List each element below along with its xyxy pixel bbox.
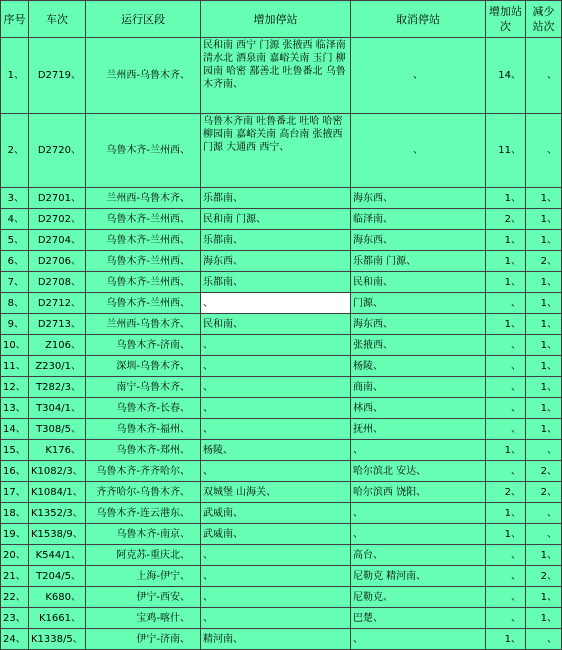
cell-cancelled-stations: 、 <box>351 629 486 650</box>
cell-reduced-count: 1、 <box>526 230 562 251</box>
cell-cancelled-stations: 高台、 <box>351 545 486 566</box>
cell-train: T308/5、 <box>29 419 86 440</box>
cell-added-count: 1、 <box>486 503 526 524</box>
cell-no: 2、 <box>1 114 29 188</box>
cell-train: D2719、 <box>29 38 86 114</box>
table-row <box>1 398 562 419</box>
cell-train: D2708、 <box>29 272 86 293</box>
cell-cancelled-stations: 海东西、 <box>351 230 486 251</box>
cell-reduced-count: 1、 <box>526 377 562 398</box>
cell-cancelled-stations: 尼勒克 精河南、 <box>351 566 486 587</box>
cell-no: 22、 <box>1 587 29 608</box>
cell-added-count: 、 <box>486 419 526 440</box>
cell-section: 乌鲁木齐-齐齐哈尔、 <box>86 461 201 482</box>
cell-added-count: 、 <box>486 461 526 482</box>
cell-train: Z106、 <box>29 335 86 356</box>
cell-no: 19、 <box>1 524 29 545</box>
cell-reduced-count: 1、 <box>526 293 562 314</box>
cell-cancelled-stations: 临泽南、 <box>351 209 486 230</box>
cell-no: 4、 <box>1 209 29 230</box>
table-row <box>1 114 562 188</box>
cell-train: K1661、 <box>29 608 86 629</box>
cell-reduced-count: 、 <box>526 524 562 545</box>
cell-added-count: 、 <box>486 566 526 587</box>
table-row <box>1 335 562 356</box>
table-row <box>1 293 562 314</box>
cell-added-stations: 、 <box>201 545 351 566</box>
table-row <box>1 566 562 587</box>
cell-no: 17、 <box>1 482 29 503</box>
cell-train: K1082/3、 <box>29 461 86 482</box>
cell-train: T204/5、 <box>29 566 86 587</box>
header-row <box>1 1 562 38</box>
cell-section: 乌鲁木齐-兰州西、 <box>86 114 201 188</box>
cell-added-count: 、 <box>486 398 526 419</box>
cell-added-stations: 、 <box>201 398 351 419</box>
header-added-count: 增加站次 <box>486 1 526 38</box>
cell-section: 宝鸡-喀什、 <box>86 608 201 629</box>
cell-section: 乌鲁木齐-兰州西、 <box>86 293 201 314</box>
cell-train: D2701、 <box>29 188 86 209</box>
cell-reduced-count: 、 <box>526 114 562 188</box>
cell-added-count: 、 <box>486 335 526 356</box>
cell-added-stations: 民和南 西宁 门源 张掖西 临泽南 清水北 酒泉南 嘉峪关南 玉门 柳园南 哈密 鄯善北 吐鲁番北 乌鲁木齐南、 <box>201 38 351 114</box>
cell-no: 21、 <box>1 566 29 587</box>
cell-added-count: 1、 <box>486 629 526 650</box>
cell-cancelled-stations: 、 <box>351 38 486 114</box>
table-row <box>1 503 562 524</box>
cell-added-stations: 、 <box>201 356 351 377</box>
cell-reduced-count: 、 <box>526 629 562 650</box>
table-row <box>1 230 562 251</box>
table-row <box>1 440 562 461</box>
cell-added-count: 2、 <box>486 482 526 503</box>
cell-no: 5、 <box>1 230 29 251</box>
cell-no: 6、 <box>1 251 29 272</box>
cell-reduced-count: 、 <box>526 503 562 524</box>
cell-train: D2712、 <box>29 293 86 314</box>
cell-added-stations: 、 <box>201 293 351 314</box>
cell-no: 20、 <box>1 545 29 566</box>
cell-section: 伊宁-济南、 <box>86 629 201 650</box>
cell-added-stations: 、 <box>201 377 351 398</box>
cell-added-stations: 、 <box>201 335 351 356</box>
cell-reduced-count: 、 <box>526 440 562 461</box>
cell-cancelled-stations: 商南、 <box>351 377 486 398</box>
cell-no: 7、 <box>1 272 29 293</box>
cell-added-stations: 、 <box>201 566 351 587</box>
cell-reduced-count: 1、 <box>526 608 562 629</box>
cell-no: 15、 <box>1 440 29 461</box>
cell-added-stations: 乐都南、 <box>201 188 351 209</box>
cell-train: K680、 <box>29 587 86 608</box>
cell-added-stations: 双城堡 山海关、 <box>201 482 351 503</box>
cell-section: 乌鲁木齐-福州、 <box>86 419 201 440</box>
cell-reduced-count: 1、 <box>526 398 562 419</box>
header-added-stations: 增加停站 <box>201 1 351 38</box>
cell-cancelled-stations: 哈尔滨西 饶阳、 <box>351 482 486 503</box>
cell-train: T304/1、 <box>29 398 86 419</box>
table-row <box>1 587 562 608</box>
cell-train: K544/1、 <box>29 545 86 566</box>
cell-section: 乌鲁木齐-济南、 <box>86 335 201 356</box>
table-row <box>1 188 562 209</box>
table-row <box>1 377 562 398</box>
cell-cancelled-stations: 海东西、 <box>351 188 486 209</box>
cell-reduced-count: 1、 <box>526 356 562 377</box>
cell-added-stations: 、 <box>201 461 351 482</box>
cell-train: K176、 <box>29 440 86 461</box>
cell-section: 乌鲁木齐-长春、 <box>86 398 201 419</box>
cell-reduced-count: 1、 <box>526 587 562 608</box>
cell-train: Z230/1、 <box>29 356 86 377</box>
table-row <box>1 251 562 272</box>
cell-added-count: 1、 <box>486 230 526 251</box>
cell-train: D2713、 <box>29 314 86 335</box>
cell-added-count: 1、 <box>486 440 526 461</box>
cell-cancelled-stations: 、 <box>351 114 486 188</box>
cell-cancelled-stations: 民和南、 <box>351 272 486 293</box>
cell-no: 10、 <box>1 335 29 356</box>
cell-added-stations: 民和南 门源、 <box>201 209 351 230</box>
cell-reduced-count: 2、 <box>526 251 562 272</box>
table-row <box>1 314 562 335</box>
cell-added-stations: 乌鲁木齐南 吐鲁番北 吐哈 哈密 柳园南 嘉峪关南 高台南 张掖西 门源 大通西 西宁、 <box>201 114 351 188</box>
cell-added-count: 2、 <box>486 209 526 230</box>
table-row <box>1 419 562 440</box>
cell-section: 乌鲁木齐-连云港东、 <box>86 503 201 524</box>
table-row <box>1 356 562 377</box>
cell-section: 乌鲁木齐-兰州西、 <box>86 209 201 230</box>
cell-no: 12、 <box>1 377 29 398</box>
cell-added-count: 、 <box>486 608 526 629</box>
table-row <box>1 38 562 114</box>
cell-train: T282/3、 <box>29 377 86 398</box>
cell-reduced-count: 1、 <box>526 335 562 356</box>
cell-section: 乌鲁木齐-南京、 <box>86 524 201 545</box>
cell-added-stations: 武威南、 <box>201 503 351 524</box>
cell-train: D2720、 <box>29 114 86 188</box>
cell-section: 乌鲁木齐-郑州、 <box>86 440 201 461</box>
cell-added-stations: 乐都南、 <box>201 272 351 293</box>
cell-train: D2704、 <box>29 230 86 251</box>
table-row <box>1 482 562 503</box>
cell-reduced-count: 1、 <box>526 314 562 335</box>
cell-cancelled-stations: 、 <box>351 440 486 461</box>
cell-added-count: 、 <box>486 545 526 566</box>
cell-section: 乌鲁木齐-兰州西、 <box>86 230 201 251</box>
header-no: 序号 <box>1 1 29 38</box>
cell-cancelled-stations: 杨陵、 <box>351 356 486 377</box>
cell-added-count: 、 <box>486 293 526 314</box>
cell-train: K1084/1、 <box>29 482 86 503</box>
cell-added-count: 1、 <box>486 251 526 272</box>
cell-no: 16、 <box>1 461 29 482</box>
cell-section: 兰州西-乌鲁木齐、 <box>86 38 201 114</box>
cell-no: 3、 <box>1 188 29 209</box>
cell-no: 9、 <box>1 314 29 335</box>
cell-added-stations: 乐都南、 <box>201 230 351 251</box>
cell-added-stations: 、 <box>201 608 351 629</box>
cell-train: D2702、 <box>29 209 86 230</box>
cell-section: 齐齐哈尔-乌鲁木齐、 <box>86 482 201 503</box>
cell-train: D2706、 <box>29 251 86 272</box>
cell-reduced-count: 、 <box>526 38 562 114</box>
cell-reduced-count: 2、 <box>526 482 562 503</box>
cell-no: 24、 <box>1 629 29 650</box>
table-row <box>1 272 562 293</box>
cell-added-stations: 武威南、 <box>201 524 351 545</box>
cell-reduced-count: 1、 <box>526 272 562 293</box>
cell-added-stations: 杨陵、 <box>201 440 351 461</box>
cell-reduced-count: 1、 <box>526 419 562 440</box>
cell-cancelled-stations: 海东西、 <box>351 314 486 335</box>
cell-added-count: 11、 <box>486 114 526 188</box>
table-row <box>1 629 562 650</box>
cell-cancelled-stations: 张掖西、 <box>351 335 486 356</box>
cell-section: 乌鲁木齐-兰州西、 <box>86 251 201 272</box>
cell-train: K1538/9、 <box>29 524 86 545</box>
cell-added-count: 1、 <box>486 314 526 335</box>
cell-no: 14、 <box>1 419 29 440</box>
cell-added-count: 、 <box>486 377 526 398</box>
cell-reduced-count: 2、 <box>526 566 562 587</box>
cell-no: 23、 <box>1 608 29 629</box>
cell-reduced-count: 1、 <box>526 209 562 230</box>
table-row <box>1 524 562 545</box>
cell-section: 乌鲁木齐-兰州西、 <box>86 272 201 293</box>
header-cancelled-stations: 取消停站 <box>351 1 486 38</box>
cell-reduced-count: 1、 <box>526 545 562 566</box>
cell-added-stations: 精河南、 <box>201 629 351 650</box>
cell-no: 8、 <box>1 293 29 314</box>
cell-no: 1、 <box>1 38 29 114</box>
header-section: 运行区段 <box>86 1 201 38</box>
cell-cancelled-stations: 抚州、 <box>351 419 486 440</box>
cell-section: 阿克苏-重庆北、 <box>86 545 201 566</box>
cell-no: 11、 <box>1 356 29 377</box>
cell-cancelled-stations: 门源、 <box>351 293 486 314</box>
cell-reduced-count: 1、 <box>526 188 562 209</box>
cell-added-stations: 、 <box>201 587 351 608</box>
cell-no: 13、 <box>1 398 29 419</box>
cell-added-count: 、 <box>486 356 526 377</box>
cell-cancelled-stations: 巴楚、 <box>351 608 486 629</box>
cell-added-count: 1、 <box>486 524 526 545</box>
table-row <box>1 608 562 629</box>
cell-section: 南宁-乌鲁木齐、 <box>86 377 201 398</box>
cell-cancelled-stations: 、 <box>351 503 486 524</box>
table-body <box>1 38 562 650</box>
cell-added-count: 1、 <box>486 272 526 293</box>
cell-added-count: 1、 <box>486 188 526 209</box>
cell-added-stations: 、 <box>201 419 351 440</box>
cell-added-count: 14、 <box>486 38 526 114</box>
cell-section: 深圳-乌鲁木齐、 <box>86 356 201 377</box>
cell-train: K1352/3、 <box>29 503 86 524</box>
cell-cancelled-stations: 尼勒克、 <box>351 587 486 608</box>
cell-cancelled-stations: 林西、 <box>351 398 486 419</box>
table-row <box>1 209 562 230</box>
cell-added-stations: 海东西、 <box>201 251 351 272</box>
header-train: 车次 <box>29 1 86 38</box>
cell-train: K1338/5、 <box>29 629 86 650</box>
cell-reduced-count: 2、 <box>526 461 562 482</box>
cell-cancelled-stations: 乐都南 门源、 <box>351 251 486 272</box>
table-row <box>1 461 562 482</box>
cell-added-stations: 民和南、 <box>201 314 351 335</box>
table-row <box>1 545 562 566</box>
cell-cancelled-stations: 哈尔滨北 安达、 <box>351 461 486 482</box>
cell-added-count: 、 <box>486 587 526 608</box>
cell-cancelled-stations: 、 <box>351 524 486 545</box>
cell-section: 兰州西-乌鲁木齐、 <box>86 188 201 209</box>
cell-section: 兰州西-乌鲁木齐、 <box>86 314 201 335</box>
cell-section: 伊宁-西安、 <box>86 587 201 608</box>
cell-no: 18、 <box>1 503 29 524</box>
cell-section: 上海-伊宁、 <box>86 566 201 587</box>
header-reduced-count: 减少站次 <box>526 1 562 38</box>
